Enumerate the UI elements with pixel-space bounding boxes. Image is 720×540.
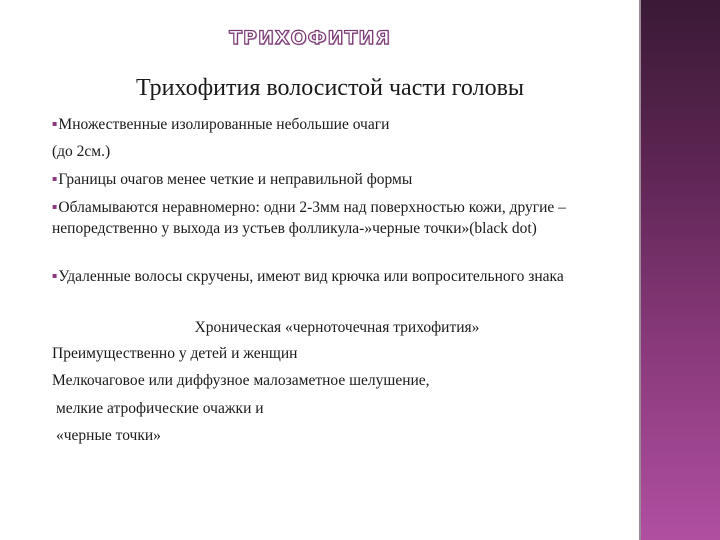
subheading-text: Хроническая «черноточечная трихофития» [194,319,480,336]
bullet-icon: ▪ [52,119,58,128]
body-line: Преимущественно у детей и женщин [52,345,298,362]
body-line: мелкие атрофические очажки и [56,400,264,417]
bullet-item [52,168,622,190]
bullet-item [52,265,622,287]
bullet-item [52,196,622,239]
body-line: Мелкочаговое или диффузное малозаметное шелушение, [52,372,430,389]
bullet-text: Границы очагов менее четкие и неправильной формы [58,171,413,188]
bullet-text: Обламываются неравномерно: одни 2-3мм над поверхностью кожи, другие – непоредственно у выхода из устьев фолликула-»черные точки»(black dot) [52,199,566,237]
bullet-icon: ▪ [52,202,58,211]
bullet-text: Удаленные волосы скручены, имеют вид крючка или вопросительного знака [58,268,564,285]
header-title: ТРИХОФИТИЯ [229,27,391,49]
slide-header [0,27,620,49]
body-line: «черные точки» [56,427,161,444]
slide-title: Трихофития волосистой части головы [135,75,525,101]
bullet-item [52,113,622,135]
continuation-text [52,141,622,162]
bullet-icon: ▪ [52,271,58,280]
subheading [52,317,622,338]
continuation-line: (до 2см.) [52,143,111,160]
bullet-icon: ▪ [52,174,58,183]
bullet-text: Множественные изолированные небольшие очаги [58,116,390,133]
